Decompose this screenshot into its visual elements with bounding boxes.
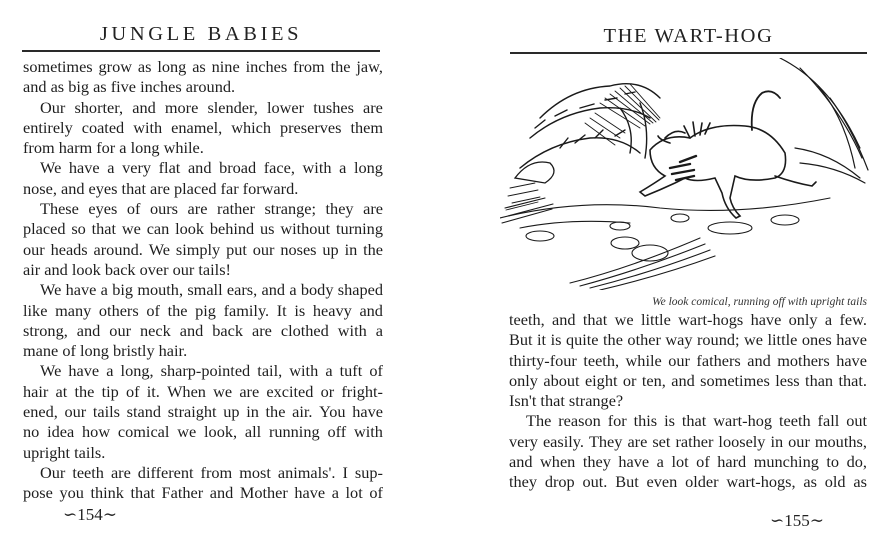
text-line: nose, and eyes that are placed far forward.	[23, 178, 299, 198]
text-line: no idea how comical we look, all running off with	[23, 422, 383, 442]
text-line: mane of long bristly hair.	[23, 341, 188, 361]
text-line: pose you think that Father and Mother have a lot of	[23, 483, 383, 503]
body-text	[23, 57, 383, 504]
text-line: placed so that we can look behind us without turning	[23, 219, 383, 239]
wart-hog-illustration	[500, 58, 872, 290]
text-line: from harm for a long while.	[23, 138, 204, 158]
text-line: like many others of the pig family. It is heavy and	[23, 300, 383, 320]
text-line: Isn't that strange?	[509, 391, 624, 411]
right-page	[480, 0, 881, 545]
left-page	[0, 0, 440, 545]
page-number: ∽154∼	[63, 505, 117, 524]
text-line: and as big as five inches around.	[23, 77, 236, 97]
text-line: upright tails.	[23, 442, 106, 462]
illustration-caption: We look comical, running off with upright tails	[652, 296, 867, 308]
text-line: only about eight or ten, and sometimes less than that.	[509, 370, 867, 390]
text-line: ened, our tails stand straight up in the air. You have	[23, 402, 383, 422]
text-line: teeth, and that we little wart-hogs have only a few.	[509, 310, 867, 329]
body-text	[509, 310, 867, 493]
text-line: they drop out. But even older wart-hogs, as old as	[509, 472, 867, 492]
header-rule	[510, 52, 867, 54]
text-line: We have a very flat and broad face, with a long	[40, 158, 383, 178]
running-head: THE WART-HOG	[603, 25, 774, 47]
text-line: and when they have a lot of hard munching to do,	[509, 452, 867, 472]
text-line: hair at the tip of it. When we are excited or fright-	[23, 381, 383, 401]
text-line: entirely coated with enamel, which preserves them	[23, 117, 383, 137]
text-line: We have a long, sharp-pointed tail, with a tuft of	[40, 361, 383, 381]
text-line: These eyes of ours are rather strange; they are	[40, 199, 383, 219]
wart-hog-figure	[640, 91, 816, 218]
running-head: JUNGLE BABIES	[99, 23, 303, 45]
bush-foliage-icon	[520, 84, 660, 168]
text-line: our heads around. We simply put our noses up in the	[23, 239, 383, 259]
text-line: very easily. They are set rather loosely in our mouths,	[509, 431, 867, 451]
text-line: air and look back over our tails!	[23, 259, 231, 279]
text-line: sometimes grow as long as nine inches from the jaw,	[23, 57, 383, 76]
text-line: We have a big mouth, small ears, and a body shaped	[40, 280, 383, 300]
text-line: strong, and our neck and back are clothed with a	[23, 320, 383, 340]
text-line: But it is quite the other way round; we little ones have	[509, 330, 867, 350]
page-number: ∽155∼	[770, 511, 824, 530]
text-line: Our teeth are different from most animals'. I sup-	[40, 462, 383, 482]
text-line: Our shorter, and more slender, lower tushes are	[40, 97, 383, 117]
grass-icon	[780, 58, 868, 183]
header-rule	[22, 50, 380, 52]
text-line: thirty-four teeth, while our fathers and mothers have	[509, 350, 867, 370]
text-line: The reason for this is that wart-hog teeth fall out	[526, 411, 867, 431]
